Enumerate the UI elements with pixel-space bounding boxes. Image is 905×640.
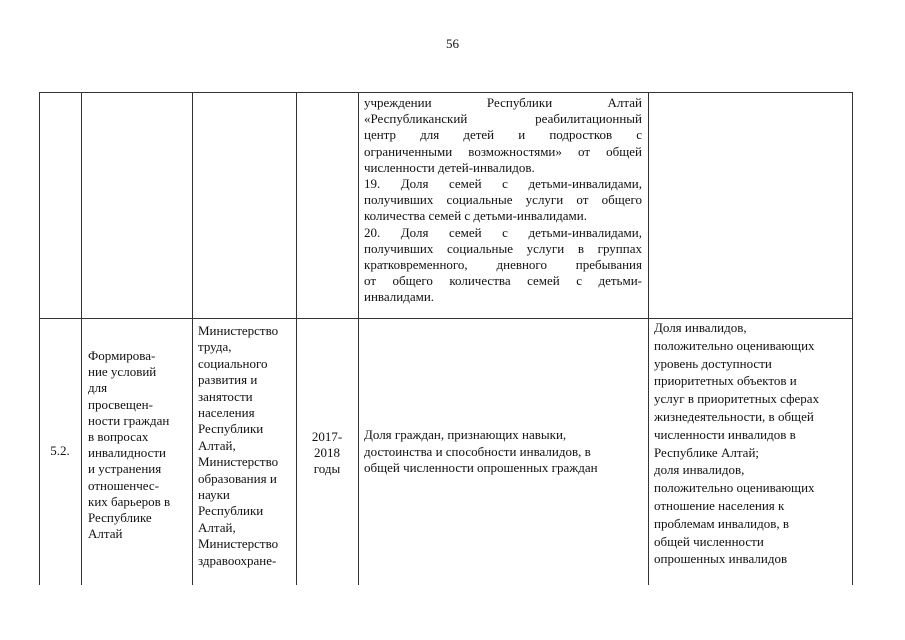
result-line: доля инвалидов, <box>654 462 745 478</box>
col-border <box>358 92 359 585</box>
result-line: жизнедеятельности, в общей <box>654 408 814 424</box>
execs-line: науки <box>198 487 230 503</box>
table-border-top <box>39 92 853 93</box>
period-line: 2017- <box>311 429 343 444</box>
title-line: просвещен- <box>88 396 153 412</box>
indicator-line: «Республиканский реабилитационный <box>364 111 642 127</box>
row-number: 5.2. <box>50 443 70 458</box>
indicator-line: центр для детей и подростков с <box>364 127 642 143</box>
executors <box>198 323 294 569</box>
title-line: ких барьеров в <box>88 493 171 509</box>
period <box>296 429 358 478</box>
indicator-line: 20. Доля семей с детьми-инвалидами, <box>364 224 642 240</box>
title-line: Республике <box>88 510 152 526</box>
execs-line: занятости <box>198 388 253 404</box>
indicator <box>364 427 646 477</box>
indicator-line: ограниченными возможностями» от общей <box>364 143 642 159</box>
title-line: инвалидности <box>88 445 167 461</box>
title-line: Алтай <box>88 526 123 542</box>
indicator-line: кратковременного, дневного пребывания <box>364 256 642 272</box>
period-line: годы <box>313 461 341 477</box>
result-line: уровень доступности <box>654 355 772 371</box>
execs-line: Алтай, <box>198 437 236 453</box>
event-title <box>88 348 192 542</box>
execs-line: социального <box>198 355 268 371</box>
indicator-line: общей численности опрошенных граждан <box>364 460 598 476</box>
result-line: проблемам инвалидов, в <box>654 515 789 531</box>
indicator-line: инвалидами. <box>364 289 435 305</box>
execs-line: Алтай, <box>198 519 236 535</box>
execs-line: образования и <box>198 470 277 486</box>
result-line: Доля инвалидов, <box>654 320 747 335</box>
result-line: отношение населения к <box>654 497 785 513</box>
execs-line: Республики <box>198 421 264 437</box>
execs-line: Министерство <box>198 536 279 552</box>
indicator-line: учреждении Республики Алтай <box>364 95 642 110</box>
result-line: услуг в приоритетных сферах <box>654 391 820 407</box>
execs-line: труда, <box>198 339 232 355</box>
prev-row-indicators <box>364 95 642 305</box>
execs-line: населения <box>198 405 255 421</box>
col-border <box>39 92 40 585</box>
execs-line: Министерство <box>198 454 279 470</box>
indicator-line: достоинства и способности инвалидов, в <box>364 443 591 459</box>
result-line: положительно оценивающих <box>654 337 815 353</box>
title-line: ние условий <box>88 364 157 380</box>
indicator-line: получивших социальные услуги в группах <box>364 240 642 256</box>
col-border <box>852 92 853 585</box>
result-line: численности инвалидов в <box>654 426 796 442</box>
title-line: ности граждан <box>88 412 170 428</box>
indicator-line: Доля граждан, признающих навыки, <box>364 427 567 442</box>
indicator-line: 19. Доля семей с детьми-инвалидами, <box>364 175 642 191</box>
result-line: приоритетных объектов и <box>654 373 797 389</box>
indicator-line: от общего количества семей с детьми- <box>364 273 642 289</box>
result <box>654 319 850 568</box>
indicator-line: количества семей с детьми-инвалидами. <box>364 208 587 224</box>
title-line: отношенчес- <box>88 477 159 493</box>
result-line: Республике Алтай; <box>654 444 760 460</box>
col-border <box>81 92 82 585</box>
indicator-line: получивших социальные услуги от общего <box>364 192 642 208</box>
title-line: Формирова- <box>88 348 156 363</box>
col-border <box>648 92 649 585</box>
execs-line: здравоохране- <box>198 552 277 568</box>
execs-line: Республики <box>198 503 264 519</box>
col-border <box>192 92 193 585</box>
title-line: для <box>88 380 108 396</box>
result-line: общей численности <box>654 533 764 549</box>
execs-line: развития и <box>198 372 258 388</box>
title-line: и устранения <box>88 461 162 477</box>
result-line: опрошенных инвалидов <box>654 551 788 567</box>
col-border <box>296 92 297 585</box>
title-line: в вопросах <box>88 429 149 445</box>
result-line: положительно оценивающих <box>654 480 815 496</box>
indicator-line: численности детей-инвалидов. <box>364 159 535 175</box>
execs-line: Министерство <box>198 323 279 338</box>
page-number: 56 <box>446 36 459 51</box>
period-line: 2018 <box>314 445 340 461</box>
